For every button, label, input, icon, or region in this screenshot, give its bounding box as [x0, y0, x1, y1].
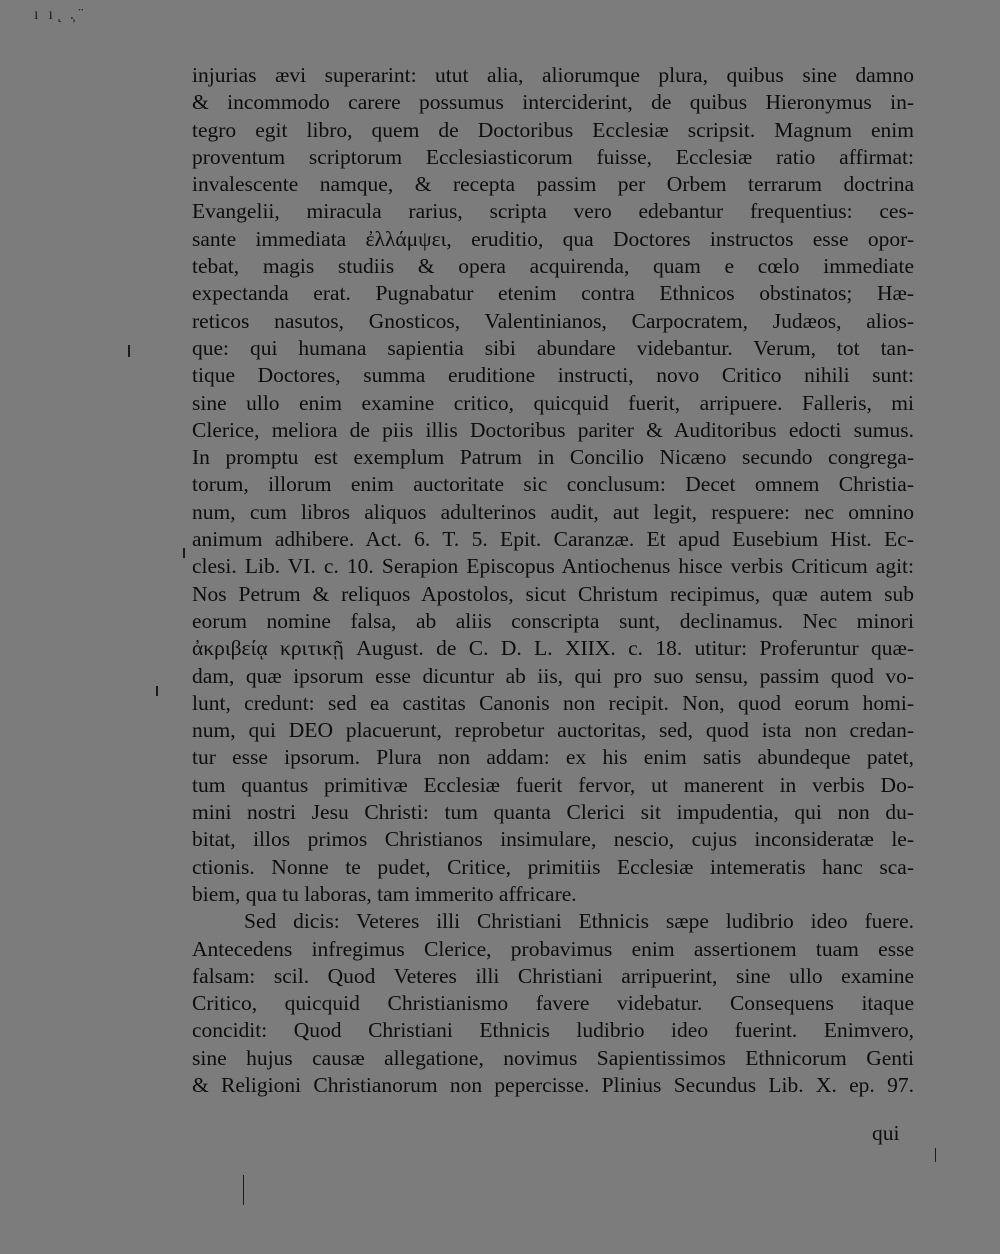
- text-line: proventum scriptorum Ecclesiasticorum fuisse, Ecclesiæ ratio affirmat:: [192, 144, 914, 169]
- text-line: Nos Petrum & reliquos Apostolos, sicut Christum recipimus, quæ autem sub: [192, 581, 914, 606]
- text-line: mini nostri Jesu Christi: tum quanta Clerici sit impudentia, qui non du-: [192, 800, 914, 825]
- text-line: tique Doctores, summa eruditione instructi, novo Critico nihili sunt:: [192, 363, 914, 388]
- scan-speck: [243, 1175, 244, 1205]
- scan-speck: [183, 548, 185, 558]
- text-line: & incommodo carere possumus interciderint, de quibus Hieronymus in-: [192, 90, 914, 115]
- text-line: invalescente namque, & recepta passim per Orbem terrarum doctrina: [192, 172, 914, 197]
- text-line: torum, illorum enim auctoritate sic conclusum: Decet omnem Christia-: [192, 472, 914, 497]
- text-line: & Religioni Christianorum non pepercisse. Plinius Secundus Lib. X. ep. 97.: [192, 1072, 914, 1097]
- text-line: biem, qua tu laboras, tam immerito affricare.: [192, 881, 577, 906]
- text-line: Critico, quicquid Christianismo favere videbatur. Consequens itaque: [192, 991, 914, 1016]
- text-line: lunt, credunt: sed ea castitas Canonis non recipit. Non, quod eorum homi-: [192, 690, 914, 715]
- text-line: reticos nasutos, Gnosticos, Valentinianos, Carpocratem, Judæos, alios-: [192, 308, 914, 333]
- text-line: num, qui DEO placuerunt, reprobetur auctoritas, sed, quod ista non credan-: [192, 718, 914, 743]
- text-line: clesi. Lib. VI. c. 10. Serapion Episcopus Antiochenus hisce verbis Criticum agit:: [192, 554, 914, 579]
- text-line: bitat, illos primos Christianos insimulare, nescio, cujus inconsideratæ le-: [192, 827, 914, 852]
- scan-speck: [935, 1148, 936, 1162]
- text-line: dam, quæ ipsorum esse dicuntur ab iis, qui pro suo sensu, passim quod vo-: [192, 663, 914, 688]
- text-line: tegro egit libro, quem de Doctoribus Ecclesiæ scripsit. Magnum enim: [192, 117, 914, 142]
- text-line: falsam: scil. Quod Veteres illi Christiani arripuerint, sine ullo examine: [192, 963, 914, 988]
- text-line: sante immediata ἐλλάμψει, eruditio, qua Doctores instructos esse opor-: [192, 226, 914, 251]
- text-line: sine ullo enim examine critico, quicquid fuerit, arripuere. Falleris, mi: [192, 390, 914, 415]
- body-text: [192, 62, 914, 1099]
- scan-speck: [128, 345, 130, 357]
- text-line: Evangelii, miracula rarius, scripta vero edebantur frequentius: ces-: [192, 199, 914, 224]
- text-line: ctionis. Nonne te pudet, Critice, primitiis Ecclesiæ intemeratis hanc sca-: [192, 854, 914, 879]
- page-corner-mark: ı ı ̨ .̦ ̈: [34, 6, 84, 23]
- text-line: eorum nomine falsa, ab aliis conscripta sunt, declinamus. Nec minori: [192, 608, 914, 633]
- text-line: tebat, magis studiis & opera acquirenda, quam e cœlo immediate: [192, 254, 914, 279]
- text-line: num, cum libros aliquos adulterinos audit, aut legit, respuere: nec omnino: [192, 499, 914, 524]
- scan-speck: [156, 686, 158, 696]
- text-line: Antecedens infregimus Clerice, probavimus enim assertionem tuam esse: [192, 936, 914, 961]
- text-line: injurias ævi superarint: utut alia, aliorumque plura, quibus sine damno: [192, 63, 914, 87]
- text-line: In promptu est exemplum Patrum in Concilio Nicæno secundo congrega-: [192, 445, 914, 470]
- text-line: ἀκριβείᾳ κριτικῇ August. de C. D. L. XIIX. c. 18. utitur: Proferuntur quæ-: [192, 636, 914, 661]
- catchword: qui: [872, 1121, 900, 1145]
- text-line: tur esse ipsorum. Plura non addam: ex his enim satis abundeque patet,: [192, 745, 914, 770]
- text-line: expectanda erat. Pugnabatur etenim contra Ethnicos obstinatos; Hæ-: [192, 281, 914, 306]
- text-line: que: qui humana sapientia sibi abundare videbantur. Verum, tot tan-: [192, 335, 914, 360]
- text-line: tum quantus primitivæ Ecclesiæ fuerit fervor, ut manerent in verbis Do-: [192, 772, 914, 797]
- text-line: Clerice, meliora de piis illis Doctoribus pariter & Auditoribus edocti sumus.: [192, 417, 914, 442]
- text-line: animum adhibere. Act. 6. T. 5. Epit. Caranzæ. Et apud Eusebium Hist. Ec-: [192, 527, 914, 552]
- text-line: sine hujus causæ allegatione, novimus Sapientissimos Ethnicorum Genti: [192, 1045, 914, 1070]
- text-line: concidit: Quod Christiani Ethnicis ludibrio ideo fuerint. Enimvero,: [192, 1018, 914, 1043]
- text-line: Sed dicis: Veteres illi Christiani Ethnicis sæpe ludibrio ideo fuere.: [244, 909, 914, 934]
